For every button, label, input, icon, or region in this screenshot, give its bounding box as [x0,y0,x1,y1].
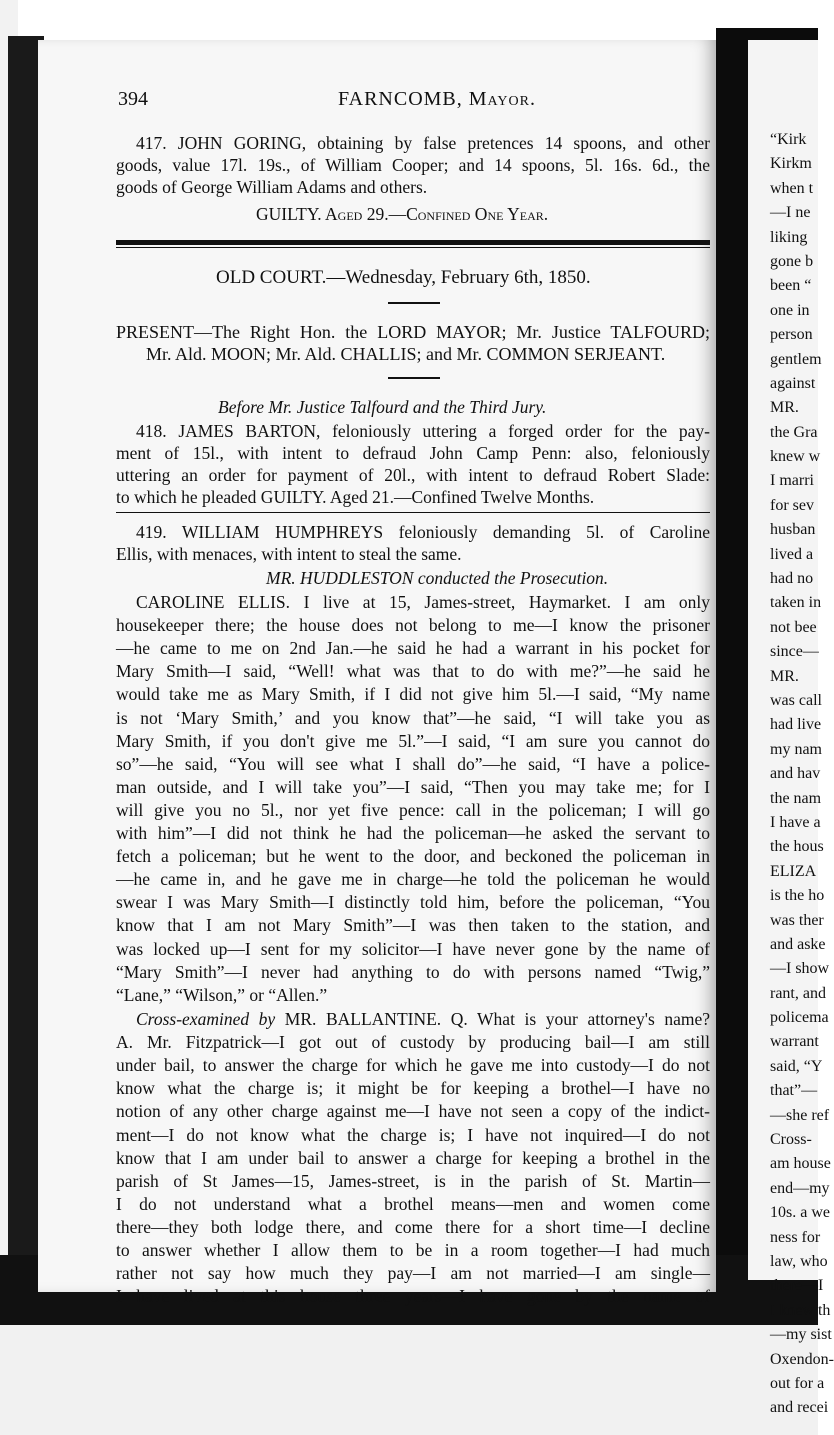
testimony-line: fetch a policeman; but he went to the door, and beckoned the policeman in [116,846,710,867]
section-rule [116,512,710,513]
session-heading: OLD COURT.—Wednesday, February 6th, 1850. [216,267,591,288]
case-418-line: uttering an order for payment of 20l., with intent to defraud Robert Slade: [116,465,710,485]
facing-page-line: lived a [770,545,814,563]
facing-page-line: had no [770,570,814,588]
testimony-line: swear I was Mary Smith—I distinctly told him, before the policeman, “You [116,892,710,913]
facing-page-line: ness for [770,1228,821,1246]
testimony-line: so”—he said, “You will see what I shall do”—he said, “I have a police- [116,753,710,774]
facing-page-line: was call [770,691,822,709]
testimony-line: man outside, and I will take you”—I said, “Then you may take me; for I [116,776,710,797]
facing-page-line: Oxendon- [770,1350,834,1368]
cross-line: I do not understand what a brothel means—men and women come [116,1193,710,1214]
facing-page-line: policema [770,1009,829,1027]
short-rule [388,377,440,379]
cross-line: notion of any other charge against me—I have not seen a copy of the indict- [116,1101,710,1122]
facing-page-line: ELIZA [770,862,817,880]
facing-page-line: and recei [770,1399,829,1417]
page-number: 394 [118,88,148,110]
facing-page-line: —I ne [770,204,811,222]
facing-page-line: liking [770,228,808,246]
case-417-line: goods of George William Adams and others. [116,177,428,197]
facing-page-line: “Kirk [770,131,807,148]
case-418-line: to which he pleaded GUILTY. Aged 21.—Confined Twelve Months. [116,487,595,507]
testimony-line: —he came to me on 2nd Jan.—he said he had a warrant in his pocket for [116,638,710,659]
facing-page-line: —my sist [770,1326,832,1344]
cross-line: to answer whether I allow them to be in a room together—I had much [116,1240,710,1260]
testimony-line: —he came in, and he gave me in charge—he told the policeman he would [116,869,710,890]
facing-page-line: one in [770,301,810,319]
facing-page-line: for sev [770,496,814,514]
facing-page-line: the hous [770,838,824,856]
testimony-line: housekeeper there; the house does not belong to me—I know the prisoner [116,615,710,636]
short-rule [388,302,440,304]
scan-top-margin [0,0,818,36]
facing-page-line: I marri [770,472,814,490]
facing-page-line: said, “Y [770,1057,823,1075]
facing-page-line: knew w [770,448,821,466]
facing-page-line: against [770,374,816,392]
facing-page-line: gentlem [770,350,822,368]
testimony-line: “Mary Smith”—I never had anything to do with persons named “Twig,” [116,961,710,982]
facing-page-line: Cross- [770,1131,812,1149]
facing-page [748,40,834,1417]
double-rule [116,240,710,245]
case-418-line: 418. JAMES BARTON, feloniously uttering a forged order for the pay- [136,421,710,441]
cross-line: A. Mr. Fitzpatrick—I got out of custody by producing bail—I am still [116,1032,710,1053]
present-line: Mr. Ald. MOON; Mr. Ald. CHALLIS; and Mr. COMMON SERJEANT. [146,344,666,364]
testimony-line: Mary Smith—I said, “Well! what was that to do with me?”—he said he [116,661,710,682]
facing-page-line: gone b [770,252,814,270]
facing-page-line: when t [770,179,814,197]
testimony-line: was locked up—I sent for my solicitor—I have never gone by the name of [116,938,710,959]
facing-page-line: out for a [770,1374,825,1392]
facing-page-line: —I show [770,960,830,978]
facing-page-line: MR. [770,399,799,417]
cross-line: parish of St James—15, James-street, is in the parish of St. Martin— [116,1170,710,1191]
testimony-line: “Lane,” “Wilson,” or “Allen.” [116,984,328,1005]
facing-page-line: was ther [770,911,824,929]
cross-line: know what the charge is; it might be for keeping a brothel—I have no [116,1078,710,1099]
case-417-line: 417. JOHN GORING, obtaining by false pretences 14 spoons, and other [136,133,710,153]
facing-page-line: rant, and [770,984,826,1002]
facing-page-line: and hav [770,765,821,783]
cross-line: Cross-examined by MR. BALLANTINE. Q. What is your attorney's name? [136,1009,711,1029]
case-419-line: 419. WILLIAM HUMPHREYS feloniously demanding 5l. of Caroline [136,522,710,542]
facing-page-line: —she ref [770,1106,830,1124]
facing-page-line: law, who [770,1252,828,1270]
cross-line: ment—I do not know what the charge is; I have not inquired—I do not [116,1124,710,1145]
facing-page-line: person [770,326,813,344]
scan-bottom-margin [0,1325,834,1435]
facing-page-line: and aske [770,935,826,953]
facing-page-line: been “ [770,277,812,295]
present-line: PRESENT—The Right Hon. the LORD MAYOR; Mr. Justice TALFOURD; [116,322,710,342]
cross-line: know that I am under bail to answer a charge for keeping a brothel in the [116,1147,710,1168]
facing-page-line: there—I [770,1277,824,1295]
facing-page-line: the nam [770,789,822,807]
cross-line: there—they both lodge there, and come there for a short time—I decline [116,1216,710,1237]
testimony-line: will give you no 5l., nor yet five pence: call in the policeman; I will go [116,799,710,820]
facing-page-line: my nam [770,740,822,758]
facing-page-line: since— [770,643,819,661]
facing-page-line: I have a [770,813,821,831]
case-417-verdict: GUILTY. Aged 29.—Confined One Year. [256,204,549,224]
facing-page-line: am house [770,1155,831,1173]
facing-page-line: I knew th [770,1301,831,1319]
testimony-line: would take me as Mary Smith, if I did not give him 5l.—I said, “My name [116,684,710,705]
facing-page-line: that”— [770,1082,818,1100]
case-419-line: Ellis, with menaces, with intent to steal the same. [116,544,462,564]
case-417-line: goods, value 17l. 19s., of William Cooper; and 14 spoons, 5l. 16s. 6d., the [116,155,710,175]
testimony-line: is not ‘Mary Smith,’ and you know that”—he said, “I will take you as [116,707,710,728]
facing-page-line: is the ho [770,887,825,905]
testimony-line: CAROLINE ELLIS. I live at 15, James-street, Haymarket. I am only [136,592,710,612]
facing-page-line: not bee [770,618,817,636]
cross-line: under bail, to answer the charge for which he gave me into custody—I do not [116,1055,710,1076]
book-page [38,40,716,1307]
testimony-line: with him”—I did not think he had the policeman—he asked the servant to [116,823,710,843]
facing-page-line: MR. [770,667,799,685]
facing-page-line: end—my [770,1179,830,1197]
cross-line: rather not say how much they pay—I am not married—I am single— [116,1263,710,1284]
testimony-line: Mary Smith, if you don't give me 5l.”—I said, “I am sure you cannot do [116,730,710,751]
running-title: FARNCOMB, Mayor. [338,88,536,110]
before-judge: Before Mr. Justice Talfourd and the Third Jury. [218,397,547,417]
facing-page-line: 10s. a we [770,1204,830,1222]
facing-page-line: taken in [770,594,822,612]
prosecution-note: MR. HUDDLESTON conducted the Prosecution. [266,568,609,588]
facing-page-line: the Gra [770,423,818,441]
facing-page-line: husban [770,521,816,539]
facing-page-line: Kirkm [770,155,812,173]
case-418-line: ment of 15l., with intent to defraud John Camp Penn: also, feloniously [116,443,710,463]
facing-page-line: warrant [770,1033,819,1051]
cross-line: I have lived at this house three years—I have gone by the name of [116,1286,710,1307]
double-rule-thin [116,247,710,248]
facing-page-line: had live [770,716,822,734]
testimony-line: know that I am not Mary Smith”—I was then taken to the station, and [116,915,710,936]
